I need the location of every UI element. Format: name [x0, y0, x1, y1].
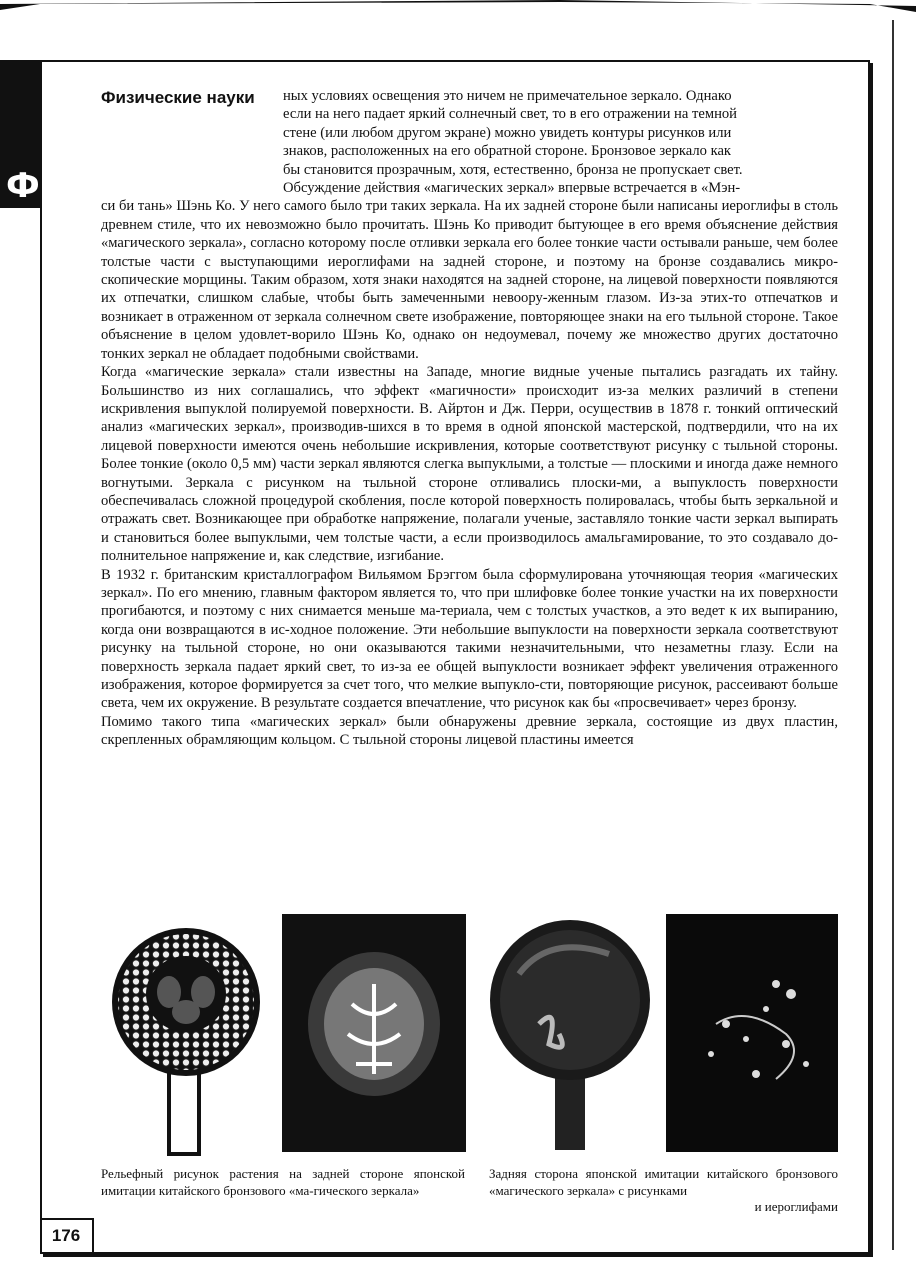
dark-mirror-photo [489, 914, 655, 1152]
page-number: 176 [40, 1218, 94, 1252]
section-heading: Физические науки [101, 88, 255, 107]
lead-text [101, 87, 838, 750]
right-margin-rule [892, 20, 894, 1250]
lead-line: Обсуждение действия «магических зеркал» впервые встречается в «Мэн- [283, 180, 741, 197]
lead-line: стене (или любом другом экране) можно увидеть контуры рисунков или [283, 124, 732, 141]
mirror-back-photo [101, 914, 271, 1158]
caption-right [489, 1166, 838, 1216]
paragraph-1: си би тань» Шэнь Ко. У него самого было три таких зеркала. На их задней стороне были написаны иероглифы в столь древнем стиле, что их невозможно было прочитать. Шэнь Ко приводит бытующее в его время объяснение действия «магического зеркала», согласно которому после отливки зеркала его более тонкие части остывали раньше, чем более толстые части с выступающими иероглифами на задней стороне, и поэтому на бронзе создавались микро-скопические морщины. Таким образом, хотя знаки находятся на задней стороне, на лицевой поверхности появляются их отпечатки, слишком слабые, чтобы быть замеченными невоору-женным глазом. Из-за этих-то отпечатков и возникает в отраженном от зеркала солнечном свете изображение, повторяющее знаки на его тыльной стороне. Такое объяснение в целом удовлет-ворило Шэнь Ко, однако он недоумевал, почему же множество других достаточно тонких зеркал не обладает подобными свойствами. [101, 198, 838, 362]
mirror-reflection-photo [282, 914, 466, 1152]
caption-left: Рельефный рисунок растения на задней стороне японской имитации китайского бронзового «ма-гического зеркала» [101, 1166, 465, 1198]
caption-right-line: и иероглифами [754, 1199, 838, 1214]
section-tab-letter: Ф [6, 166, 40, 206]
section-tab [0, 60, 40, 208]
lead-line: бы становится прозрачным, хотя, естественно, бронза не пропускает свет. [283, 161, 743, 178]
lead-line: знаков, расположенных на его обратной стороне. Бронзовое зеркало как [283, 143, 732, 160]
caption-right-line: Задняя сторона японской имитации китайского бронзового «магического зеркала» с рисунками [489, 1166, 838, 1198]
paragraph-3: В 1932 г. британским кристаллографом Вильямом Брэггом была сформулирована уточняющая теория «магических зеркал». По его мнению, главным фактором является то, что при шлифовке более тонкие участки на их поверхности прогибаются, и поэтому с них снимается меньше ма-териала, чем с толстых участков, а это ведет к их выпиранию, когда они возвращаются в ис-ходное положение. Эти небольшие выпуклости на поверхности зеркала соответствуют рисунку на тыльной стороне, но они оказываются такими незначительными, что незаметны глазу. Если на поверхность зеркала падает яркий свет, то из-за ее общей выпуклости возникает эффект увеличения отраженного изображения, которое формируется за счет того, что мелкие выпукло-сти, повторяющие рисунок, рассеивают больше света, чем их окружение. В результате создается впечатление, что рисунок как бы «просвечивает» через бронзу. [101, 566, 838, 712]
paragraph-2: Когда «магические зеркала» стали известны на Западе, многие видные ученые пытались разгадать их тайну. Большинство из них соглашались, что эффект «магичности» происходит из-за мелких различий в степени искривления выпуклой полируемой поверхности. В. Айртон и Дж. Перри, осуществив в 1878 г. тонкий оптический анализ «магических зеркал», производив-шихся в то время в одной японской мастерской, подтвердили, что на их лицевой поверхности имеются очень небольшие искривления, которые соответствуют рисунку с тыльной стороны. Более тонкие (около 0,5 мм) части зеркал являются слегка выпуклыми, а толстые — плоскими и иногда даже немного вогнутыми. Зеркала с рисунком на тыльной стороне отливались плоски-ми, а выпуклость поверхности обеспечивалась сложной процедурой скобления, после которой поверхность полировалась, чтобы быть зеркальной и отражать свет. Возникающее при обработке напряжение, полагали ученые, заставляло тонкие части зеркал выпирать и становиться более выпуклыми, чем толстые части, а если производилось амальгамирование, то это создавало до-полнительное напряжение и, как следствие, изгибание. [101, 364, 838, 565]
mirror-pattern-reflection-photo [666, 914, 838, 1152]
paragraph-4: Помимо такого типа «магических зеркал» были обнаружены древние зеркала, состоящие из двух пластин, скрепленных обрамляющим кольцом. С тыльной стороны лицевой пластины имеется [101, 713, 838, 749]
lead-line: ных условиях освещения это ничем не примечательное зеркало. Однако [283, 88, 732, 104]
lead-line: если на него падает яркий солнечный свет, то в его отражении на темной [283, 106, 737, 123]
top-border-decoration [0, 0, 916, 14]
